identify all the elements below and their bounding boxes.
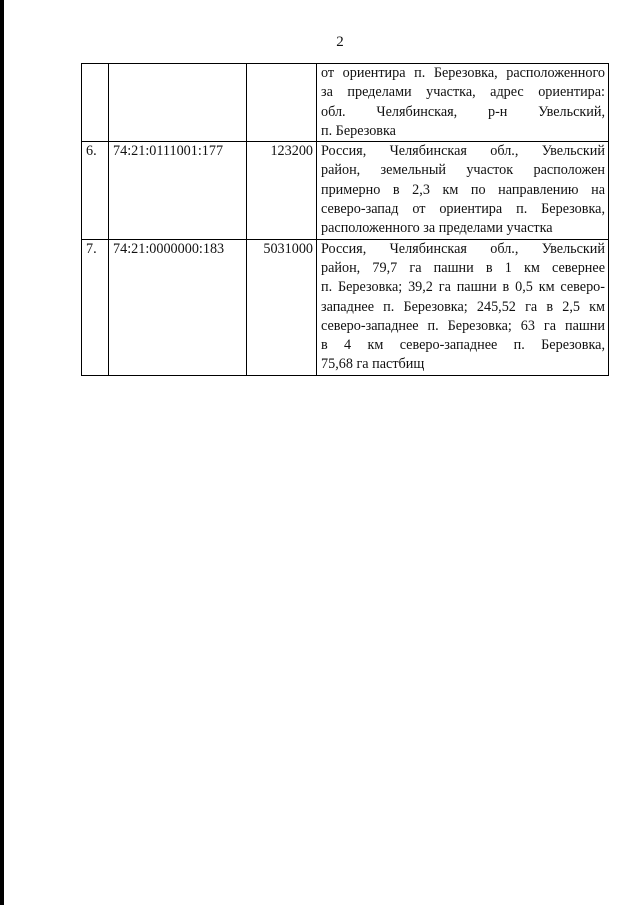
table-row — [82, 142, 609, 239]
location-description-cell — [317, 239, 609, 375]
area-cell: 5031000 — [247, 239, 317, 375]
location-description-cell — [317, 64, 609, 142]
description-line: Россия, Челябинская обл., Увельский — [321, 143, 605, 160]
table-row — [82, 64, 609, 142]
description-line: Россия, Челябинская обл., Увельский — [321, 240, 605, 257]
location-description-cell — [317, 142, 609, 239]
table-row — [82, 239, 609, 375]
description-line: от ориентира п. Березовка, расположенного — [321, 65, 605, 81]
description-line: западнее п. Березовка; 245,52 га в 2,5 км — [321, 298, 605, 315]
row-number-cell — [82, 64, 109, 142]
description-line: район, земельный участок расположен — [321, 162, 605, 179]
page-number: 2 — [336, 34, 344, 50]
description-line: п. Березовка — [321, 122, 396, 139]
description-line: за пределами участка, адрес ориентира: — [321, 84, 605, 101]
description-line: северо-западнее п. Березовка; 63 га пашни — [321, 317, 605, 334]
description-line: обл. Челябинская, р-н Увельский, — [321, 103, 605, 120]
cadastral-number-cell — [109, 64, 247, 142]
description-line: расположенного за пределами участка — [321, 220, 553, 237]
land-parcels-table — [81, 63, 609, 376]
description-line: северо-запад от ориентира п. Березовка, — [321, 201, 605, 218]
area-cell — [247, 64, 317, 142]
cadastral-number-cell: 74:21:0000000:183 — [109, 239, 247, 375]
description-line: примерно в 2,3 км по направлению на — [321, 181, 605, 198]
area-cell: 123200 — [247, 142, 317, 239]
description-line: в 4 км северо-западнее п. Березовка, — [321, 337, 605, 354]
description-line: 75,68 га пастбищ — [321, 356, 425, 373]
cadastral-number-cell: 74:21:0111001:177 — [109, 142, 247, 239]
description-line: район, 79,7 га пашни в 1 км севернее — [321, 259, 605, 276]
row-number-cell: 6. — [82, 142, 109, 239]
description-line: п. Березовка; 39,2 га пашни в 0,5 км северо- — [321, 279, 605, 296]
table-body — [82, 64, 609, 376]
scan-edge — [0, 0, 4, 905]
row-number-cell: 7. — [82, 239, 109, 375]
